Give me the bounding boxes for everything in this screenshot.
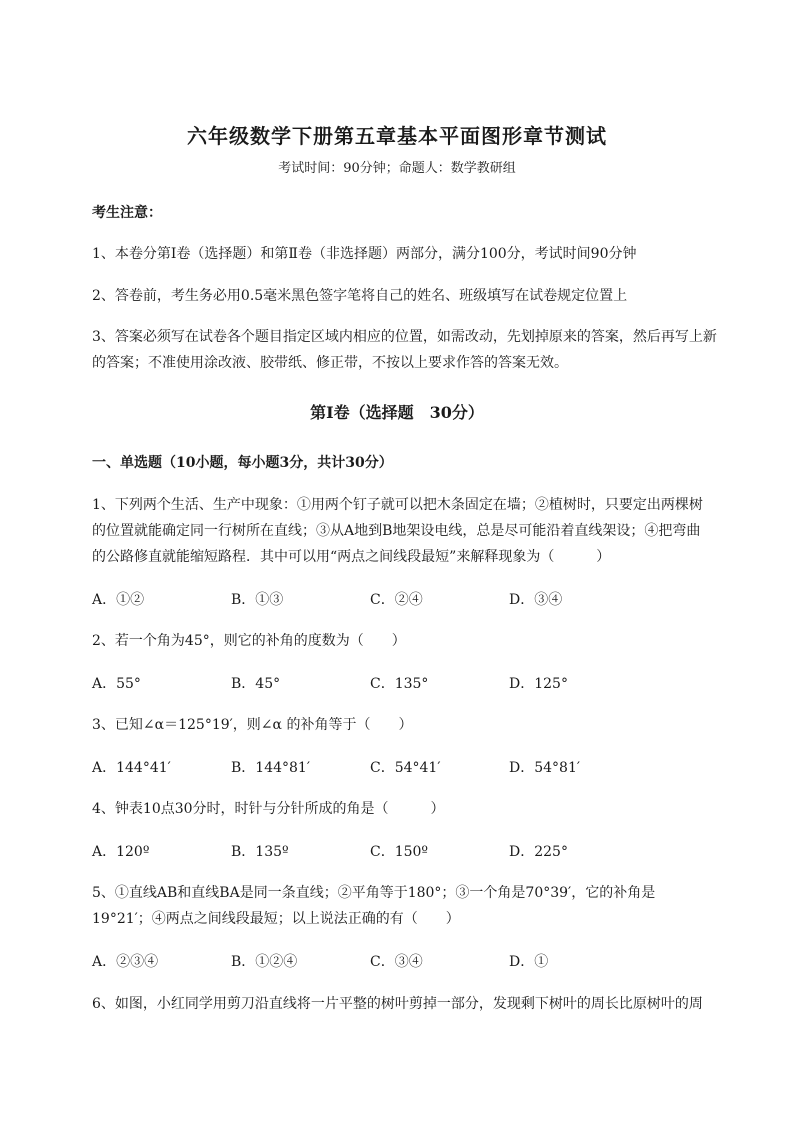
question-3-text: 3、已知∠α＝125°19′，则∠α 的补角等于（ ） [92, 717, 413, 733]
question-5-line-2: 19°21′；④两点之间线段最短；以上说法正确的有（ ） [92, 911, 460, 927]
question-5-option-b[interactable]: B．①②④ [231, 954, 298, 970]
question-3-option-c[interactable]: C．54°41′ [370, 760, 441, 776]
question-5-line-1: 5、①直线AB和直线BA是同一条直线；②平角等于180°；③一个角是70°39′，它的补角是 [92, 885, 656, 901]
question-4-option-d[interactable]: D．225° [509, 844, 568, 860]
question-4-option-a[interactable]: A．120º [92, 844, 150, 860]
question-5-option-c[interactable]: C．③④ [370, 954, 423, 970]
question-2-option-c[interactable]: C．135° [370, 676, 429, 692]
question-2-option-d[interactable]: D．125° [509, 676, 568, 692]
notice-item-3-cont: 的答案；不准使用涂改液、胶带纸、修正带，不按以上要求作答的答案无效。 [92, 355, 568, 371]
exam-info: 考试时间：90分钟；命题人：数学教研组 [278, 161, 516, 176]
page-title: 六年级数学下册第五章基本平面图形章节测试 [187, 124, 607, 148]
question-3-option-b[interactable]: B．144°81′ [231, 760, 311, 776]
question-4-option-c[interactable]: C．150º [370, 844, 429, 860]
question-6-line-1: 6、如图，小红同学用剪刀沿直线将一片平整的树叶剪掉一部分，发现剩下树叶的周长比原树叶的周 [92, 996, 703, 1012]
question-1-option-c[interactable]: C．②④ [370, 592, 423, 608]
question-4-text: 4、钟表10点30分时，时针与分针所成的角是（ ） [92, 801, 445, 817]
question-4-option-b[interactable]: B．135º [231, 844, 289, 860]
part-title: 一、单选题（10小题，每小题3分，共计30分） [92, 455, 393, 471]
notice-item-2: 2、答卷前，考生务必用0.5毫米黑色签字笔将自己的姓名、班级填写在试卷规定位置上 [92, 288, 628, 304]
question-3-option-a[interactable]: A．144°41′ [92, 760, 171, 776]
question-2-option-a[interactable]: A．55° [92, 676, 141, 692]
question-1-line-1: 1、下列两个生活、生产中现象：①用两个钉子就可以把木条固定在墙；②植树时，只要定出两棵树 [92, 497, 703, 513]
question-1-option-a[interactable]: A．①② [92, 592, 145, 608]
question-1-line-3: 的公路修直就能缩短路程．其中可以用“两点之间线段最短”来解释现象为（ ） [92, 549, 611, 565]
question-2-option-b[interactable]: B．45° [231, 676, 281, 692]
question-5-option-d[interactable]: D．① [509, 954, 549, 970]
question-5-option-a[interactable]: A．②③④ [92, 954, 159, 970]
question-3-option-d[interactable]: D．54°81′ [509, 760, 581, 776]
notice-heading: 考生注意： [92, 205, 162, 221]
question-1-option-d[interactable]: D．③④ [509, 592, 563, 608]
question-1-option-b[interactable]: B．①③ [231, 592, 284, 608]
question-2-text: 2、若一个角为45°，则它的补角的度数为（ ） [92, 633, 406, 649]
question-1-line-2: 的位置就能确定同一行树所在直线；③从A地到B地架设电线，总是尽可能沿着直线架设；④把弯曲 [92, 523, 701, 539]
section-title: 第I卷（选择题 30分） [310, 403, 484, 422]
notice-item-3: 3、答案必须写在试卷各个题目指定区域内相应的位置，如需改动，先划掉原来的答案，然后再写上新 [92, 329, 717, 345]
notice-item-1: 1、本卷分第I卷（选择题）和第Ⅱ卷（非选择题）两部分，满分100分，考试时间90分钟 [92, 246, 637, 262]
